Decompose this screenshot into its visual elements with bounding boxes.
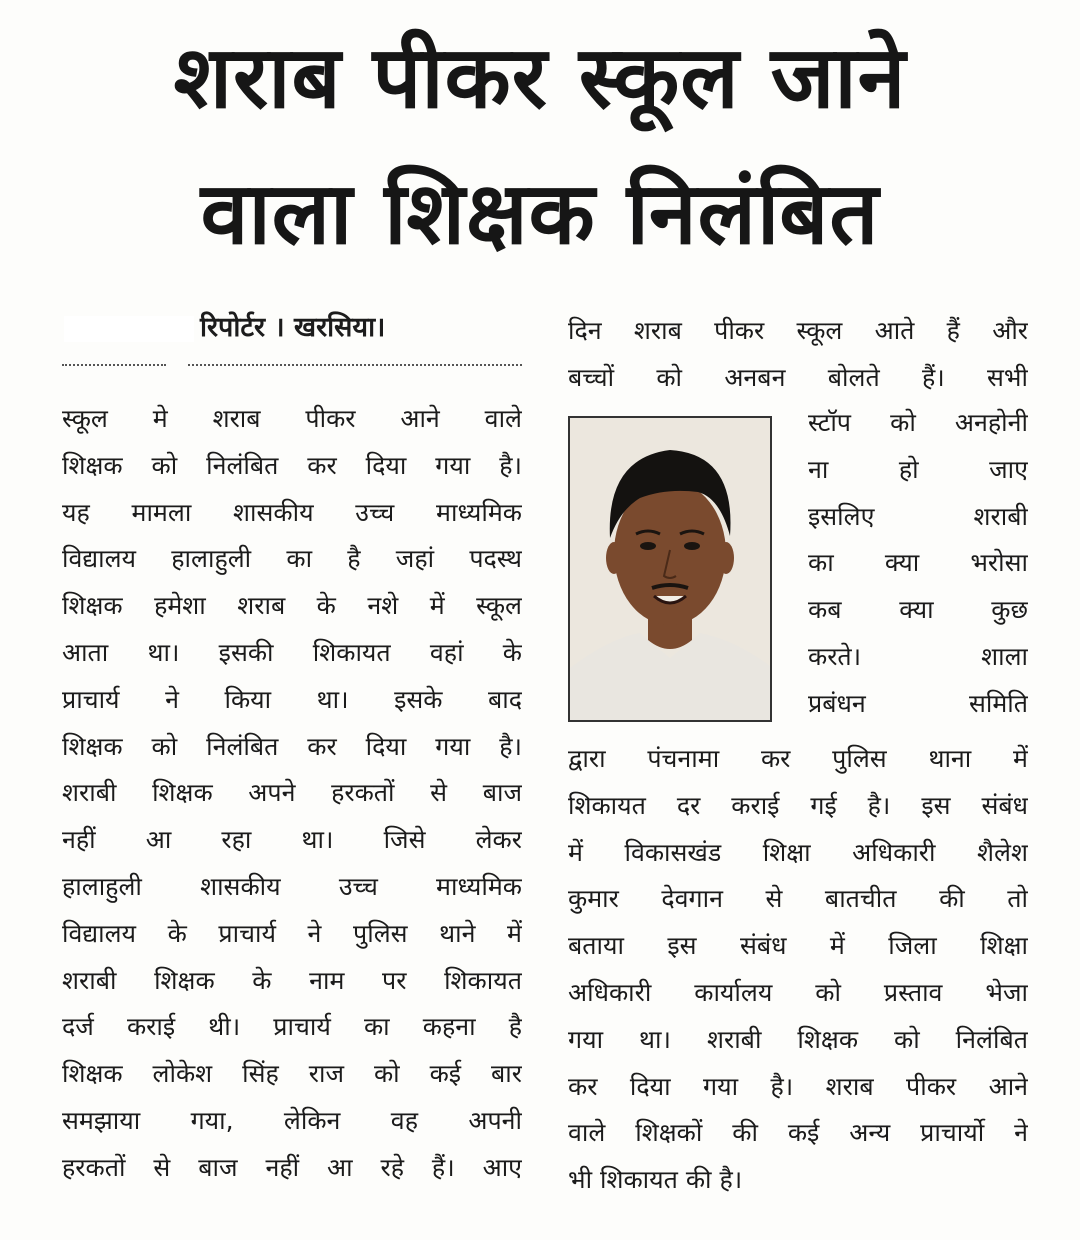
article-text-line: बताया इस संबंध में जिला शिक्षा	[568, 931, 1028, 961]
article-text-line: भी शिकायत की है।	[568, 1165, 743, 1195]
teacher-portrait-illustration	[570, 418, 770, 720]
byline-text: रिपोर्टर । खरसिया।	[200, 312, 386, 343]
article-text-line: शराबी शिक्षक के नाम पर शिकायत	[62, 965, 522, 995]
article-text-line: शिक्षक को निलंबित कर दिया गया है।	[62, 731, 522, 761]
article-text-line: यह मामला शासकीय उच्च माध्यमिक	[62, 497, 522, 527]
article-text-line: शराबी शिक्षक अपने हरकतों से बाज	[62, 778, 522, 808]
article-text-line: विद्यालय हालाहुली का है जहां पदस्थ	[62, 544, 522, 574]
article-text-line: स्टॉप को अनहोनी	[808, 408, 1028, 437]
article-text-line: वाले शिक्षकों की कई अन्य प्राचार्यो ने	[568, 1118, 1028, 1148]
article-text-line: शिक्षक हमेशा शराब के नशे में स्कूल	[62, 591, 522, 621]
article-left-column	[62, 396, 522, 1192]
article-text-line: का क्या भरोसा	[808, 548, 1028, 578]
article-text-line: विद्यालय के प्राचार्य ने पुलिस थाने में	[62, 918, 522, 948]
article-right-column-bottom	[568, 736, 1028, 1204]
article-text-line: गया था। शराबी शिक्षक को निलंबित	[568, 1024, 1028, 1054]
article-text-line: द्वारा पंचनामा कर पुलिस थाना में	[568, 744, 1028, 773]
headline-line-1: शराब पीकर स्कूल जाने	[173, 28, 907, 128]
article-text-line: कर दिया गया है। शराब पीकर आने	[568, 1071, 1028, 1101]
article-text-line: में विकासखंड शिक्षा अधिकारी शैलेश	[568, 837, 1028, 867]
article-text-line: करते। शाला	[808, 641, 1028, 671]
article-text-line: प्रबंधन समिति	[808, 688, 1028, 718]
headline-line-2: वाला शिक्षक निलंबित	[200, 164, 880, 264]
article-text-line: कुमार देवगान से बातचीत की तो	[568, 884, 1028, 914]
article-text-line: बच्चों को अनबन बोलते हैं। सभी	[568, 362, 1028, 392]
article-text-line: इसलिए शराबी	[808, 501, 1028, 531]
article-text-line: शिक्षक लोकेश सिंह राज को कई बार	[62, 1059, 522, 1089]
article-text-line: दर्ज कराई थी। प्राचार्य का कहना है	[62, 1012, 522, 1042]
article-text-line: अधिकारी कार्यालय को प्रस्ताव भेजा	[568, 977, 1028, 1007]
teacher-photo	[568, 416, 772, 722]
article-text-line: दिन शराब पीकर स्कूल आते हैं और	[568, 316, 1028, 345]
redacted-reporter-name	[64, 316, 194, 342]
article-text-line: समझाया गया, लेकिन वह अपनी	[62, 1105, 522, 1135]
article-text-line: शिकायत दर कराई गई है। इस संबंध	[568, 790, 1028, 820]
article-text-line: हालाहुली शासकीय उच्च माध्यमिक	[62, 871, 522, 901]
article-text-line: प्राचार्य ने किया था। इसके बाद	[62, 684, 522, 714]
article-right-column-top	[568, 308, 1028, 402]
article-text-line: हरकतों से बाज नहीं आ रहे हैं। आए	[62, 1152, 522, 1182]
article-text-line: स्कूल मे शराब पीकर आने वाले	[62, 404, 522, 433]
byline	[58, 308, 528, 368]
article-text-line: कब क्या कुछ	[808, 595, 1028, 625]
dotted-rule	[62, 364, 166, 366]
article-text-line: ना हो जाए	[808, 454, 1028, 484]
dotted-rule	[188, 364, 522, 366]
article-text-line: आता था। इसकी शिकायत वहां के	[62, 637, 522, 667]
article-text-line: नहीं आ रहा था। जिसे लेकर	[62, 825, 522, 855]
article-right-column-wrap	[808, 400, 1028, 728]
article-text-line: शिक्षक को निलंबित कर दिया गया है।	[62, 450, 522, 480]
